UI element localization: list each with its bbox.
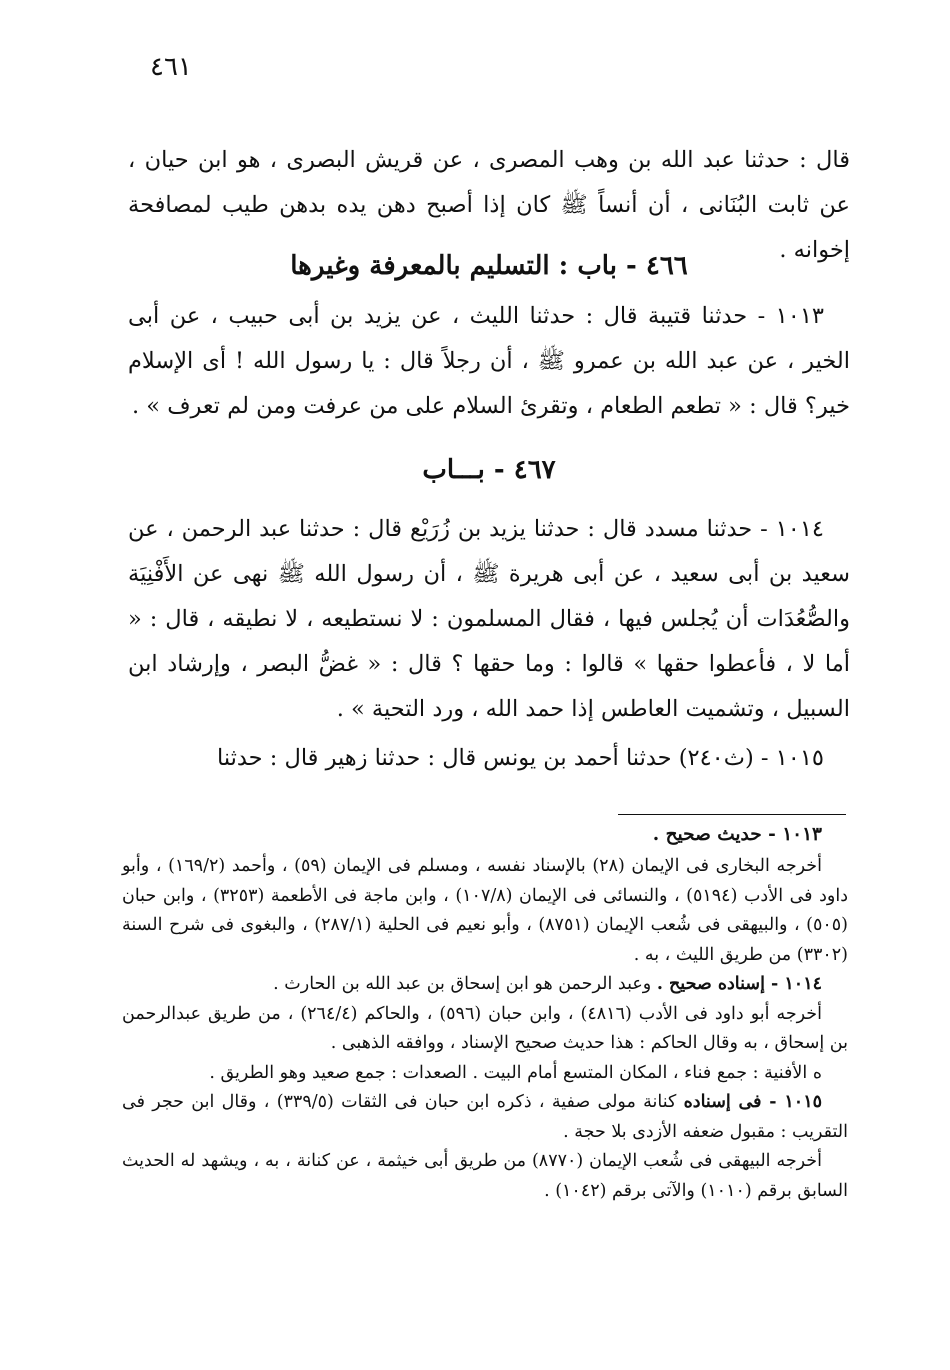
hadith-1013 [128, 294, 850, 429]
footnote-1014-note: وعبد الرحمن هو ابن إسحاق بن عبد الله بن الحارث . [273, 974, 657, 994]
footnote-divider [618, 814, 846, 815]
footnote-1015-heading [122, 1088, 848, 1147]
hadith-text: ١٠١٣ - حدثنا قتيبة قال : حدثنا الليث ، عن يزيد بن أبى حبيب ، عن أبى الخير ، عن عبد الله بن عمرو ﷺ ، أن رجلاً قال : يا رسول الله ! أى الإسلام خير؟ قال : « تطعم الطعام ، وتقرئ السلام على من عرفت ومن لم تعرف » . [128, 303, 850, 419]
footnote-1013-body: أخرجه البخارى فى الإيمان (٢٨) بالإسناد نفسه ، ومسلم فى الإيمان (٥٩) ، وأحمد (١٦٩/٢) ، وأبو داود فى الأدب (٥١٩٤) ، والنسائى فى الإيمان (١٠٧/٨) ، وابن ماجة فى الأطعمة (٣٢٥٣) ، وابن حبان (٥٠٥) ، والبيهقى فى شُعب الإيمان (٨٧٥١) ، وأبو نعيم فى الحلية (٢٨٧/١) ، والبغوى فى شرح السنة (٣٣٠٢) من طريق الليث ، به . [122, 856, 848, 965]
footnote-1014-body: أخرجه أبو داود فى الأدب (٤٨١٦) ، وابن حبان (٥٩٦) ، والحاكم (٢٦٤/٤) ، من طريق عبدالرحمن بن إسحاق ، به وقال الحاكم : هذا حديث صحيح الإسناد ، ووافقه الذهبى . [122, 1003, 848, 1053]
footnote-1015-note: كنانة مولى صفية ، ذكره ابن حبان فى الثقات (٣٣٩/٥) ، وقال ابن حجر فى التقريب : مقبول ضعفه الأزدى بلا حجة . [122, 1092, 848, 1142]
footnote-1015-number: ١٠١٥ - فى إسناده [683, 1092, 822, 1112]
hadith-text: ١٠١٤ - حدثنا مسدد قال : حدثنا يزيد بن زُرَيْع قال : حدثنا عبد الرحمن ، عن سعيد بن أبى سعيد ، عن أبى هريرة ﷺ ، أن رسول الله ﷺ نهى عن الأَفْنِيَة والصُّعُدَات أن يُجلس فيها ، فقال المسلمون : لا نستطيعه ، لا نطيقه ، قال : « أما لا ، فأعطوا حقها » قالوا : وما حقها ؟ قال : « غضُّ البصر ، وإرشاد ابن السبيل ، وتشميت العاطس إذا حمد الله ، ورد التحية » . [128, 516, 850, 722]
hadith-1015 [128, 736, 850, 781]
chapter-heading-467: ٤٦٧ - بـــاب [422, 455, 556, 485]
hadith-text: ١٠١٥ - (ث٢٤٠) حدثنا أحمد بن يونس قال : حدثنا زهير قال : حدثنا [216, 745, 824, 771]
footnote-1014-heading [122, 970, 848, 1000]
footnote-1015-body: أخرجه البيهقى فى شُعب الإيمان (٨٧٧٠) من طريق أبى خيثمة ، عن كنانة ، به ، ويشهد له الحديث السابق برقم (١٠١٠) والآتى برقم (١٠٤٢) . [122, 1151, 848, 1201]
footnote-1013-heading: ١٠١٣ - حديث صحيح . [652, 824, 822, 845]
hadith-1014 [128, 507, 850, 732]
footnote-1014-number: ١٠١٤ - إسناده صحيح . [656, 974, 822, 994]
chapter-heading-466: ٤٦٦ - باب : التسليم بالمعرفة وغيرها [290, 251, 688, 281]
footnote-1014-gloss: ه الأفنية : جمع فناء ، المكان المتسع أمام البيت . الصعدات : جمع صعيد وهو الطريق . [209, 1062, 822, 1083]
page-number: ٤٦١ [150, 52, 192, 82]
footnotes-section [122, 818, 848, 1206]
paragraph-text: قال : حدثنا عبد الله بن وهب المصرى ، عن قريش البصرى ، هو ابن حيان ، عن ثابت البُنَانى ، أن أنساً ﷺ كان إذا أصبح دهن يده بدهن طيب لمصافحة إخوانه . [128, 147, 850, 263]
